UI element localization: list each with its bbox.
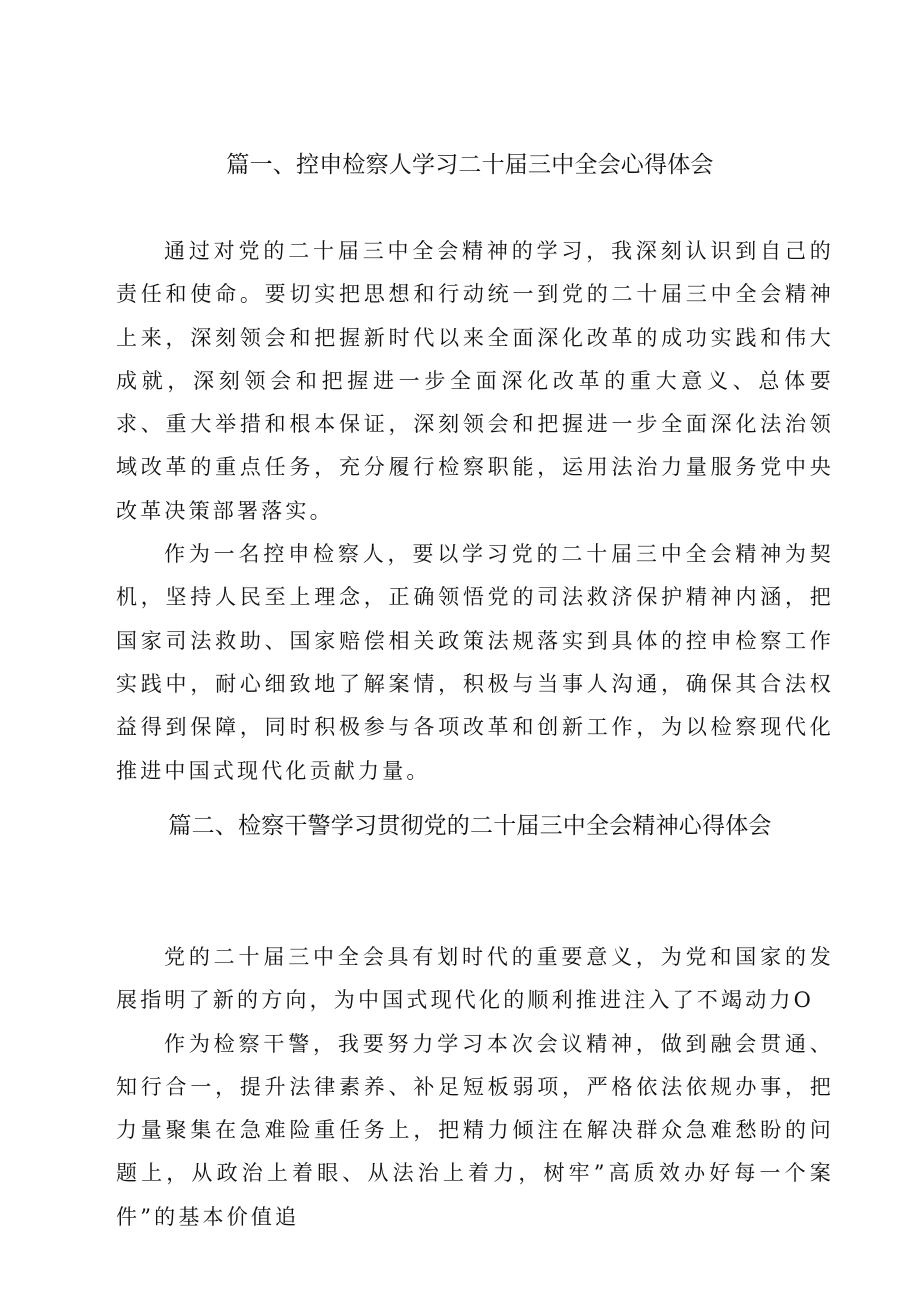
section-1-paragraph-1: 通过对党的二十届三中全会精神的学习，我深刻认识到自己的责任和使命。要切实把思想和行动统一到党的二十届三中全会精神上来，深刻领会和把握新时代以来全面深化改革的成功实践和伟大成就，深刻领会和把握进一步全面深化改革的重大意义、总体要求、重大举措和根本保证，深刻领会和把握进一步全面深化法治领域改革的重点任务，充分履行检察职能，运用法治力量服务党中央改革决策部署落实。 <box>116 239 834 523</box>
section-2-body <box>116 936 834 1239</box>
section-2-paragraph-2: 作为检察干警，我要努力学习本次会议精神，做到融会贯通、知行合一，提升法律素养、补足短板弱项，严格依法依规办事，把力量聚集在急难险重任务上，把精力倾注在解决群众急难愁盼的问题上，从政治上着眼、从法治上着力，树牢”高质效办好每一个案件”的基本价值追 <box>116 1031 834 1229</box>
section-1-body <box>116 230 834 793</box>
section-2-paragraph-1: 党的二十届三中全会具有划时代的重要意义，为党和国家的发展指明了新的方向，为中国式现代化的顺利推进注入了不竭动力O <box>116 945 834 1013</box>
section-2-title: 篇二、检察干警学习贯彻党的二十届三中全会精神心得体会 <box>168 813 772 839</box>
section-1-paragraph-2: 作为一名控申检察人，要以学习党的二十届三中全会精神为契机，坚持人民至上理念，正确领悟党的司法救济保护精神内涵，把国家司法救助、国家赔偿相关政策法规落实到具体的控申检察工作实践中，耐心细致地了解案情，积极与当事人沟通，确保其合法权益得到保障，同时积极参与各项改革和创新工作，为以检察现代化推进中国式现代化贡献力量。 <box>116 542 834 783</box>
section-1-title: 篇一、控申检察人学习二十届三中全会心得体会 <box>226 152 714 178</box>
